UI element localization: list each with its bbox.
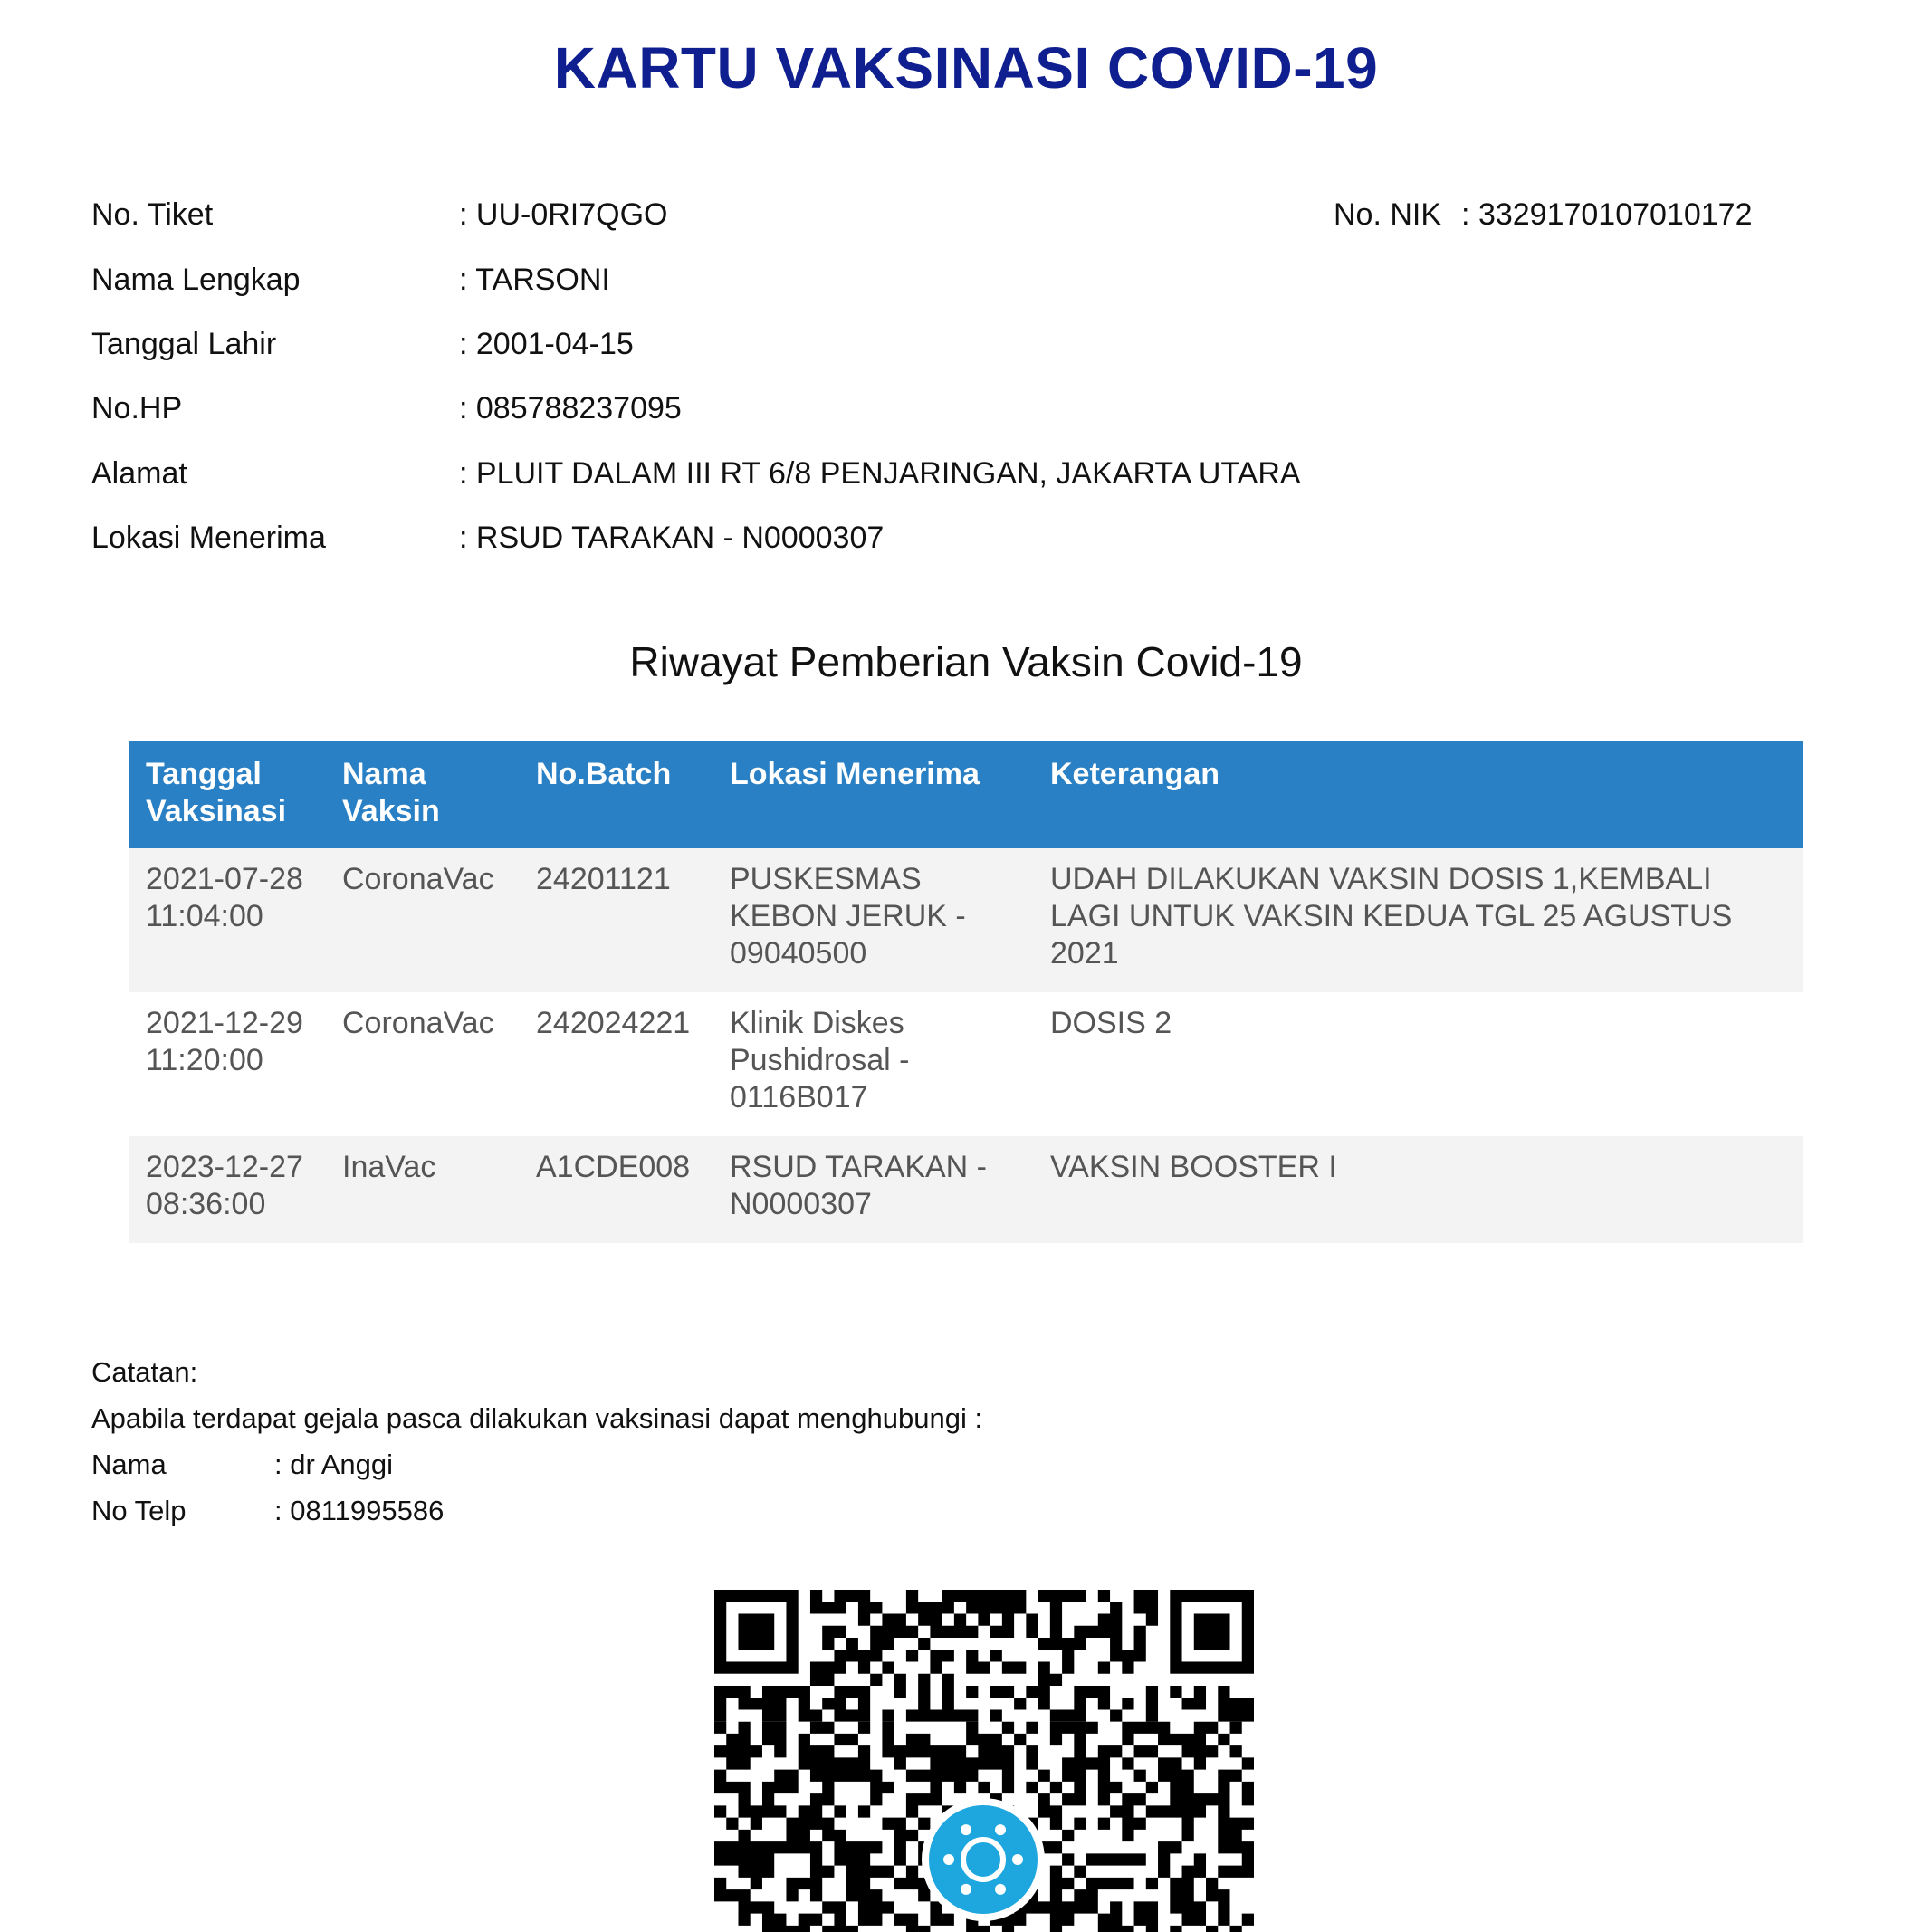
notes-heading: Catatan: [91,1356,198,1388]
cell-note: UDAH DILAKUKAN VAKSIN DOSIS 1,KEMBALI LAGI UNTUK VAKSIN KEDUA TGL 25 AGUSTUS 2021 [1034,848,1803,992]
contact-phone-label: No Telp [91,1495,187,1526]
contact-name-row [91,1441,982,1487]
page-title: KARTU VAKSINASI COVID-19 [553,35,1379,100]
vaccination-history-table [129,741,1803,1243]
contact-name-value: : dr Anggi [274,1449,393,1480]
table-row [129,992,1803,1136]
name-label: Nama Lengkap [91,263,301,297]
nik-value: : 3329170107010172 [1461,197,1753,232]
table-row [129,1136,1803,1243]
location-value: : RSUD TARAKAN - N0000307 [459,521,885,555]
cell-vaccine: InaVac [326,1136,520,1243]
cell-location: RSUD TARAKAN - N0000307 [713,1136,1034,1243]
contact-phone-value: : 0811995586 [274,1495,445,1526]
col-header-location: Lokasi Menerima [713,741,1034,848]
qr-code-icon [714,1590,1254,1932]
cell-batch: 242024221 [520,992,713,1136]
col-header-vaccine: Nama Vaksin [326,741,520,848]
contact-phone-row [91,1487,982,1534]
col-header-batch: No.Batch [520,741,713,848]
cell-location: Klinik Diskes Pushidrosal - 0116B017 [713,992,1034,1136]
cell-vaccine: CoronaVac [326,848,520,992]
name-value: : TARSONI [459,263,610,297]
address-value: : PLUIT DALAM III RT 6/8 PENJARINGAN, JAKARTA UTARA [459,456,1301,491]
cell-vaccine: CoronaVac [326,992,520,1136]
cell-location: PUSKESMAS KEBON JERUK - 09040500 [713,848,1034,992]
pedulilindungi-logo-icon [922,1798,1045,1921]
col-header-date: Tanggal Vaksinasi [129,741,326,848]
cell-date: 2021-12-29 11:20:00 [129,992,326,1136]
nik-label: No. NIK [1334,197,1442,232]
qr-code-area [714,1590,1254,1932]
phone-label: No.HP [91,391,183,426]
cell-batch: 24201121 [520,848,713,992]
table-header-row [129,741,1803,848]
nik-row [1334,193,1753,236]
dob-label: Tanggal Lahir [91,327,277,361]
cell-date: 2021-07-28 11:04:00 [129,848,326,992]
col-header-note: Keterangan [1034,741,1803,848]
ticket-label: No. Tiket [91,197,214,232]
qr-finder-pattern [714,1590,799,1674]
qr-finder-pattern [1170,1590,1254,1674]
history-title: Riwayat Pemberian Vaksin Covid-19 [629,638,1303,685]
cell-note: VAKSIN BOOSTER I [1034,1136,1803,1243]
dob-value: : 2001-04-15 [459,327,634,361]
cell-date: 2023-12-27 08:36:00 [129,1136,326,1243]
location-label: Lokasi Menerima [91,521,326,555]
cell-note: DOSIS 2 [1034,992,1803,1136]
address-label: Alamat [91,456,187,491]
notes-section [91,1349,982,1534]
phone-value: : 085788237095 [459,391,682,426]
contact-name-label: Nama [91,1449,167,1480]
cell-batch: A1CDE008 [520,1136,713,1243]
notes-text: Apabila terdapat gejala pasca dilakukan vaksinasi dapat menghubungi : [91,1402,983,1434]
ticket-value: : UU-0RI7QGO [459,197,668,232]
table-row [129,848,1803,992]
